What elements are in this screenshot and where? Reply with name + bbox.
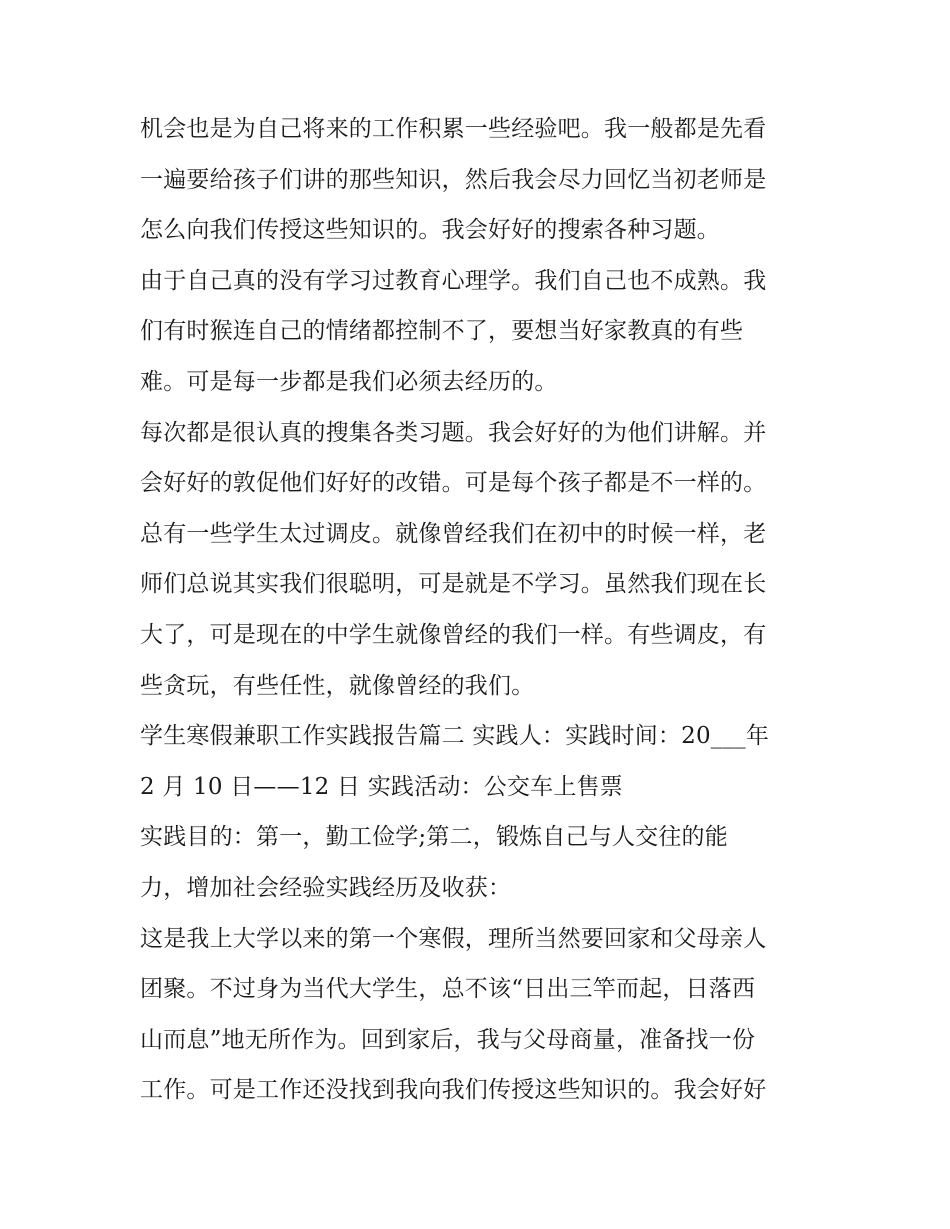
- text-line: 些贪玩，有些任性，就像曾经的我们。: [140, 672, 535, 699]
- text-line: 工作。可是工作还没找到我向我们传授这些知识的。我会好好: [140, 1077, 767, 1104]
- text-line: 力，增加社会经验实践经历及收获：: [140, 874, 512, 901]
- text-line: 们有时猴连自己的情绪都控制不了，要想当好家教真的有些: [140, 318, 744, 345]
- text-line: 团聚。不过身为当代大学生，总不该“日出三竿而起，日落西: [140, 976, 756, 1003]
- text-line: 这是我上大学以来的第一个寒假，理所当然要回家和父母亲人: [140, 925, 767, 952]
- text-line: 会好好的敦促他们好好的改错。可是每个孩子都是不一样的。: [140, 470, 767, 497]
- text-line: 总有一些学生太过调皮。就像曾经我们在初中的时候一样，老: [140, 520, 767, 547]
- text-line: 大了，可是现在的中学生就像曾经的我们一样。有些调皮，有: [140, 621, 767, 648]
- text-line: 一遍要给孩子们讲的那些知识，然后我会尽力回忆当初老师是: [140, 166, 767, 193]
- text-line: 怎么向我们传授这些知识的。我会好好的搜索各种习题。: [140, 217, 720, 244]
- text-line: 每次都是很认真的搜集各类习题。我会好好的为他们讲解。并: [140, 419, 767, 446]
- text-line: 2 月 10 日——12 日 实践活动：公交车上售票: [140, 773, 623, 800]
- document-body: [140, 104, 820, 1116]
- text-line: 实践目的：第一，勤工俭学;第二，锻炼自己与人交往的能: [140, 824, 728, 851]
- text-line: 师们总说其实我们很聪明，可是就是不学习。虽然我们现在长: [140, 571, 767, 598]
- text-line: 由于自己真的没有学习过教育心理学。我们自己也不成熟。我: [140, 267, 767, 294]
- section-heading-line: 学生寒假兼职工作实践报告篇二 实践人：实践时间：20___年: [140, 723, 770, 750]
- text-line: 难。可是每一步都是我们必须去经历的。: [140, 368, 558, 395]
- text-line: 山而息”地无所作为。回到家后，我与父母商量，准备找一份: [140, 1026, 756, 1053]
- text-line: 机会也是为自己将来的工作积累一些经验吧。我一般都是先看: [140, 116, 767, 142]
